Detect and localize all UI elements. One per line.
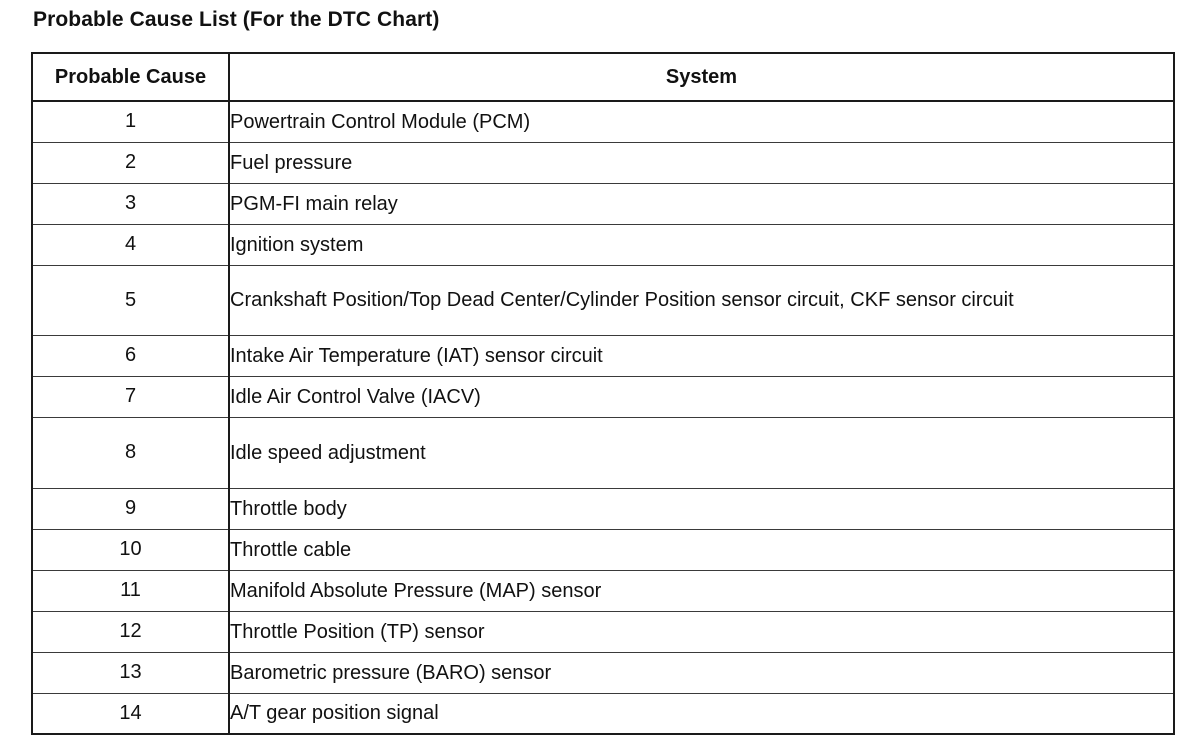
cause-number: 12 bbox=[32, 611, 229, 652]
header-system: System bbox=[229, 53, 1174, 101]
table-header-row bbox=[32, 53, 1174, 101]
table-row bbox=[32, 101, 1174, 142]
cause-number: 6 bbox=[32, 335, 229, 376]
system-cell: Throttle cable bbox=[229, 529, 1174, 570]
cause-number: 2 bbox=[32, 142, 229, 183]
cause-number: 1 bbox=[32, 101, 229, 142]
cause-number: 4 bbox=[32, 224, 229, 265]
table-row bbox=[32, 611, 1174, 652]
table-row bbox=[32, 265, 1174, 335]
cause-number: 10 bbox=[32, 529, 229, 570]
cause-number: 7 bbox=[32, 376, 229, 417]
table-row bbox=[32, 376, 1174, 417]
cause-number: 13 bbox=[32, 652, 229, 693]
system-cell: Crankshaft Position/Top Dead Center/Cylinder Position sensor circuit, CKF sensor circuit bbox=[229, 265, 1174, 335]
table-row bbox=[32, 142, 1174, 183]
cause-number: 9 bbox=[32, 488, 229, 529]
probable-cause-table bbox=[31, 52, 1175, 735]
table-row bbox=[32, 693, 1174, 734]
table-row bbox=[32, 183, 1174, 224]
system-cell: Barometric pressure (BARO) sensor bbox=[229, 652, 1174, 693]
system-cell: Intake Air Temperature (IAT) sensor circuit bbox=[229, 335, 1174, 376]
cause-number: 11 bbox=[32, 570, 229, 611]
cause-number: 5 bbox=[32, 265, 229, 335]
system-cell: Ignition system bbox=[229, 224, 1174, 265]
cause-number: 14 bbox=[32, 693, 229, 734]
table-row bbox=[32, 335, 1174, 376]
system-cell: Manifold Absolute Pressure (MAP) sensor bbox=[229, 570, 1174, 611]
table-row bbox=[32, 652, 1174, 693]
header-probable-cause: Probable Cause bbox=[32, 53, 229, 101]
table-row bbox=[32, 529, 1174, 570]
system-cell: Throttle Position (TP) sensor bbox=[229, 611, 1174, 652]
cause-number: 8 bbox=[32, 417, 229, 488]
page-title: Probable Cause List (For the DTC Chart) bbox=[33, 8, 440, 31]
system-cell: Fuel pressure bbox=[229, 142, 1174, 183]
cause-number: 3 bbox=[32, 183, 229, 224]
table-row bbox=[32, 570, 1174, 611]
system-cell: PGM-FI main relay bbox=[229, 183, 1174, 224]
system-cell: Idle Air Control Valve (IACV) bbox=[229, 376, 1174, 417]
system-cell: Powertrain Control Module (PCM) bbox=[229, 101, 1174, 142]
table-row bbox=[32, 224, 1174, 265]
system-cell: Throttle body bbox=[229, 488, 1174, 529]
system-cell: A/T gear position signal bbox=[229, 693, 1174, 734]
table-row bbox=[32, 417, 1174, 488]
table-row bbox=[32, 488, 1174, 529]
system-cell: Idle speed adjustment bbox=[229, 417, 1174, 488]
